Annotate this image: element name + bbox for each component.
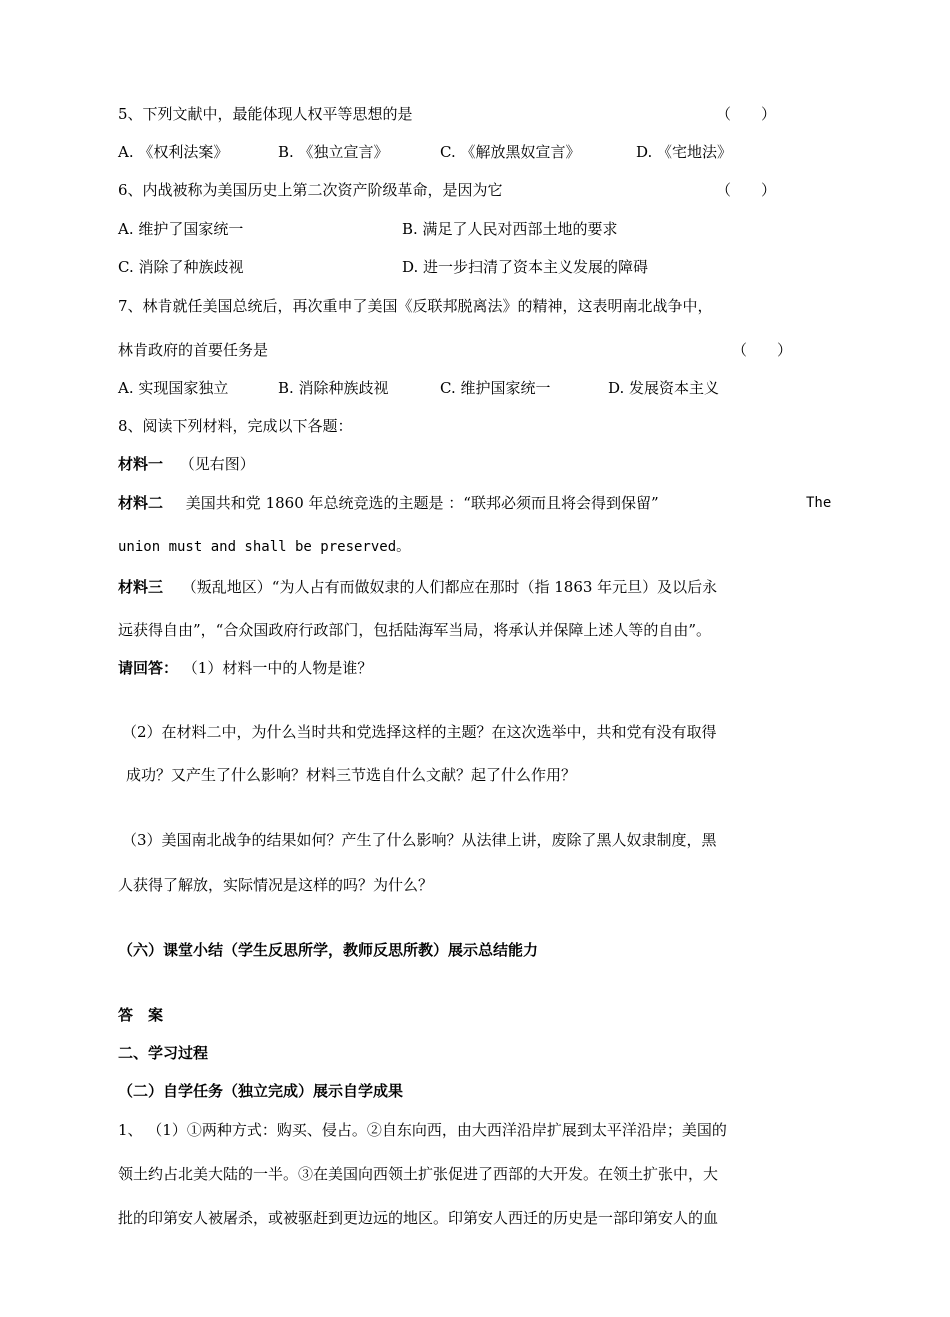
question-prompt (118, 658, 372, 678)
answer-1-line3: 批的印第安人被屠杀，或被驱赶到更边远的地区。印第安人西迁的历史是一部印第安人的血 (118, 1209, 719, 1227)
class-summary-heading: （六）课堂小结（学生反思所学，教师反思所教）展示总结能力 (118, 941, 539, 959)
material-2-text: 美国共和党 1860 年总统竞选的主题是 ：“联邦必须而且将会得到保留” (185, 494, 659, 512)
q5-option-b: B. 《独立宣言》 (278, 143, 389, 161)
material-1 (118, 454, 255, 474)
ask-3-line2: 人获得了解放，实际情况是这样的吗？为什么？ (118, 876, 434, 894)
q7-option-d: D. 发展资本主义 (608, 379, 720, 397)
q8-stem: 8、阅读下列材料，完成以下各题： (118, 417, 353, 435)
ask-2-line2: 成功？又产生了什么影响？材料三节选自什么文献？起了什么作用？ (126, 766, 577, 784)
q7-option-b: B. 消除种族歧视 (278, 379, 389, 397)
q5-option-a: A. 《权利法案》 (118, 143, 229, 161)
material-2-english: union must and shall be preserved。 (118, 539, 411, 555)
q7-stem-line1: 7、林肯就任美国总统后，再次重申了美国《反联邦脱离法》的精神，这表明南北战争中， (118, 297, 713, 315)
q7-stem-line2: 林肯政府的首要任务是 (118, 341, 269, 359)
answer-1-line1: 1、 （1）①两种方式：购买、侵占。②自东向西，由大西洋沿岸扩展到太平洋沿岸；美国的 (118, 1121, 727, 1139)
q5-stem: 5、下列文献中，最能体现人权平等思想的是 (118, 105, 413, 123)
ask-3-line1: （3）美国南北战争的结果如何？产生了什么影响？从法律上讲，废除了黑人奴隶制度，黑 (122, 831, 717, 849)
q7-option-c: C. 维护国家统一 (440, 379, 551, 397)
material-1-label: 材料一 (118, 455, 164, 473)
answers-section-heading: 二、学习过程 (118, 1044, 209, 1062)
q6-stem: 6、内战被称为美国历史上第二次资产阶级革命，是因为它 (118, 181, 503, 199)
answers-subsection-heading: （二）自学任务（独立完成）展示自学成果 (118, 1082, 404, 1100)
q7-answer-paren: （ ） (732, 341, 793, 359)
q5-answer-paren: （ ） (716, 105, 777, 123)
q5-option-c: C. 《解放黑奴宣言》 (440, 143, 581, 161)
q6-option-b: B. 满足了人民对西部土地的要求 (402, 220, 618, 238)
material-2 (118, 493, 659, 513)
q6-option-a: A. 维护了国家统一 (118, 220, 244, 238)
q5-option-d: D. 《宅地法》 (636, 143, 733, 161)
q6-option-d: D. 进一步扫清了资本主义发展的障碍 (402, 258, 649, 276)
material-3-text-1: （叛乱地区）“为人占有而做奴隶的人们都应在那时（指 1863 年元旦）及以后永 (181, 578, 718, 596)
material-2-english-start: The (806, 495, 832, 511)
ask-1: （1）材料一中的人物是谁？ (182, 659, 373, 677)
material-3-line1 (118, 577, 717, 597)
material-3-line2: 远获得自由”，“合众国政府行政部门，包括陆海军当局，将承认并保障上述人等的自由”。 (118, 621, 712, 639)
answers-title: 答 案 (118, 1006, 164, 1024)
ask-label: 请回答： (118, 659, 179, 677)
q6-answer-paren: （ ） (716, 181, 777, 199)
answer-1-line2: 领土约占北美大陆的一半。③在美国向西领土扩张促进了西部的大开发。在领土扩张中，大 (118, 1165, 719, 1183)
material-1-text: （见右图） (179, 455, 255, 473)
q7-option-a: A. 实现国家独立 (118, 379, 229, 397)
q6-option-c: C. 消除了种族歧视 (118, 258, 244, 276)
material-3-label: 材料三 (118, 578, 164, 596)
material-2-label: 材料二 (118, 494, 164, 512)
ask-2-line1: （2）在材料二中，为什么当时共和党选择这样的主题？在这次选举中，共和党有没有取得 (122, 723, 717, 741)
